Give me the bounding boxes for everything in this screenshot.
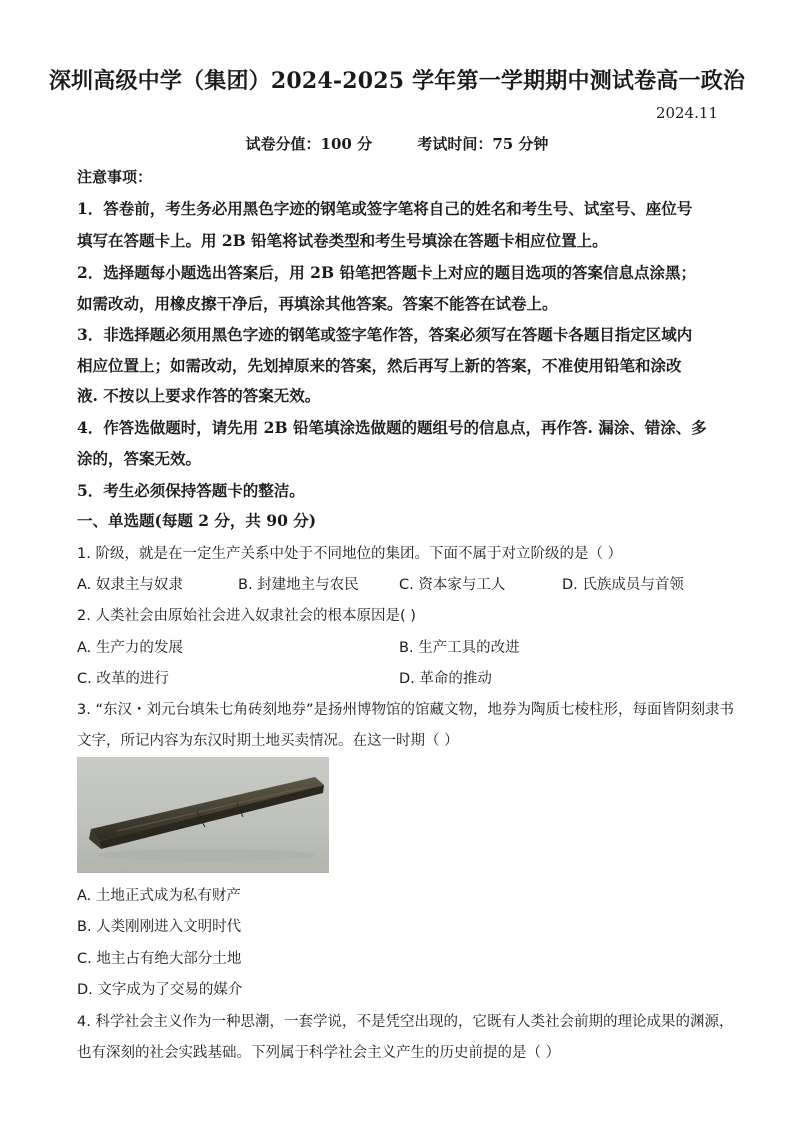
option-c: C. 地主占有绝大部分土地 [77, 951, 242, 967]
option-c: C. 改革的进行 [77, 671, 169, 687]
section-heading: 一、单选题(每题 2 分，共 90 分) [77, 511, 317, 530]
question-stem: 3. “东汉・刘元台填朱七角砖刻地券”是扬州博物馆的馆藏文物，地券为陶质七棱柱形，每面皆阴刻隶书 [77, 702, 734, 718]
notice-line: 液. 不按以上要求作答的答案无效。 [77, 386, 321, 405]
notice-line: 5．考生必须保持答题卡的整洁。 [77, 481, 305, 500]
exam-title: 深圳高级中学（集团）2024-2025 学年第一学期期中测试卷高一政治 [48, 68, 746, 94]
notice-line: 3．非选择题必须用黑色字迹的钢笔或签字笔作答，答案必须写在答题卡各题目指定区域内 [77, 325, 693, 344]
option-a: A. 土地正式成为私有财产 [77, 888, 241, 904]
option-d: D. 革命的推动 [399, 671, 492, 687]
option-b: B. 封建地主与农民 [238, 577, 359, 593]
option-c: C. 资本家与工人 [399, 577, 506, 593]
question-stem: 2. 人类社会由原始社会进入奴隶社会的根本原因是( ) [77, 608, 416, 624]
brick-land-deed-image [77, 757, 329, 873]
question-stem: 1. 阶级，就是在一定生产关系中处于不同地位的集团。下面不属于对立阶级的是（ ） [77, 546, 623, 562]
question-stem: 4. 科学社会主义作为一种思潮，一套学说，不是凭空出现的，它既有人类社会前期的理论成果的渊源， [77, 1014, 734, 1030]
time-info: 考试时间：75 分钟 [417, 135, 549, 153]
notice-line: 相应位置上；如需改动，先划掉原来的答案，然后再写上新的答案，不准使用铅笔和涂改 [77, 356, 682, 375]
question-stem-continued: 也有深刻的社会实践基础。下列属于科学社会主义产生的历史前提的是（ ） [77, 1045, 561, 1061]
exam-meta [0, 133, 794, 154]
option-b: B. 生产工具的改进 [399, 640, 520, 656]
notice-line: 如需改动，用橡皮擦干净后，再填涂其他答案。答案不能答在试卷上。 [77, 294, 558, 313]
option-a: A. 生产力的发展 [77, 640, 183, 656]
notice-heading: 注意事项： [77, 168, 153, 186]
exam-date: 2024.11 [655, 104, 718, 122]
artifact-photo [77, 757, 329, 873]
notice-line: 1．答卷前，考生务必用黑色字迹的钢笔或签字笔将自己的姓名和考生号、试室号、座位号 [77, 199, 693, 218]
option-d: D. 氏族成员与首领 [562, 577, 684, 593]
option-b: B. 人类刚刚进入文明时代 [77, 919, 242, 935]
notice-line: 2．选择题每小题选出答案后，用 2B 铅笔把答题卡上对应的题目选项的答案信息点涂黑； [77, 263, 696, 282]
option-d: D. 文字成为了交易的媒介 [77, 982, 243, 998]
notice-line: 填写在答题卡上。用 2B 铅笔将试卷类型和考生号填涂在答题卡相应位置上。 [77, 231, 608, 250]
question-stem-continued: 文字，所记内容为东汉时期土地买卖情况。在这一时期（ ） [77, 733, 459, 749]
option-a: A. 奴隶主与奴隶 [77, 577, 183, 593]
notice-line: 4．作答选做题时，请先用 2B 铅笔填涂选做题的题组号的信息点，再作答. 漏涂、错涂、多 [77, 418, 707, 437]
notice-line: 涂的，答案无效。 [77, 449, 202, 468]
score-info: 试卷分值：100 分 [245, 135, 373, 153]
